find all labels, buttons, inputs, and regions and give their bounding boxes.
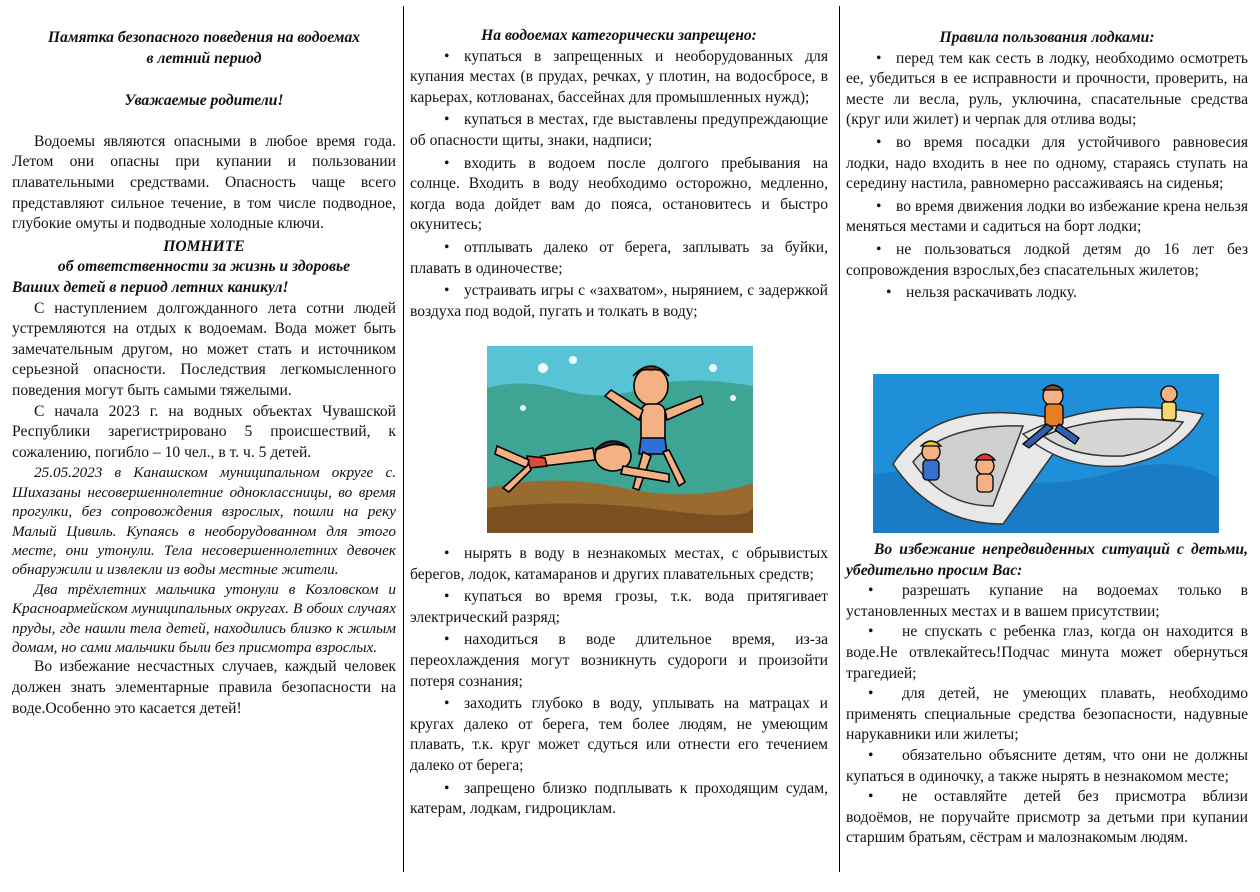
bullet-icon: • [868, 788, 874, 806]
list-item: • обязательно объясните детям, что они не должны купаться в одиночку, а также нырять в незнакомом месте; [846, 746, 1248, 785]
incident-paragraph-2: Два трёхлетних мальчика утонули в Козловском и Красноармейском муниципальных округах. В обоих случаях пруды, где нашли тела детей, находились близко к жилым домам, но сами мальчики были без присмотра взрослых. [12, 580, 396, 656]
bullet-icon: • [444, 154, 450, 172]
list-item: • для детей, не умеющих плавать, необходимо применять специальные средства безопасности, надувные нарукавники или жилеты; [846, 685, 1248, 744]
appeal-heading: Во избежание непредвиденных ситуаций с детьми, убедительно просим Вас: [846, 541, 1248, 579]
bullet-icon: • [444, 779, 450, 797]
bullet-icon: • [886, 284, 892, 302]
list-item: • находиться в воде длительное время, из-за переохлаждения могут возникнуть судороги и произойти потеря сознания; [410, 631, 828, 690]
memo-title-line2: в летний период [146, 49, 262, 67]
remember-line1: об ответственности за жизнь и здоровье [57, 258, 351, 276]
summer-paragraph: С наступлением долгожданного лета сотни людей устремляются на отдых к водоемам. Вода может быть замечательным другом, но может стать и источником серьезной опасности. Последствия легкомысленного поведения могут быть самыми тяжелыми. [12, 299, 396, 399]
bullet-icon: • [444, 545, 450, 562]
list-item: • купаться во время грозы, т.к. вода притягивает электрический разряд; [410, 588, 828, 626]
bullet-icon: • [444, 47, 450, 65]
list-item: • не пользоваться лодкой детям до 16 лет без сопровождения взрослых,без спасательных жилетов; [846, 240, 1248, 279]
bullet-icon: • [444, 238, 450, 256]
bullet-icon: • [444, 282, 450, 300]
bullet-icon: • [868, 582, 874, 600]
bullet-icon: • [876, 197, 882, 215]
closing-paragraph: Во избежание несчастных случаев, каждый человек должен знать элементарные правила безопасности на воде.Особенно это касается детей! [12, 658, 396, 717]
list-item: • не оставляйте детей без присмотра вблизи водоёмов, не поручайте присмотр за детьми при купании старшим братьям, сёстрам и малознакомым людям. [846, 788, 1248, 847]
column-middle-lower [404, 544, 836, 822]
greeting: Уважаемые родители! [124, 92, 284, 110]
bullet-icon: • [868, 685, 874, 703]
incident-paragraph-1: 25.05.2023 в Канашском муниципальном округе с. Шихазаны несовершеннолетние одноклассницы, во время прогулки, без сопровождения взрослых, пошли на реку Малый Цивиль. Купаясь в необорудованном для этого месте, они утонули. Тела несовершеннолетних девочек обнаружили и извлекли из воды местные жители. [12, 464, 396, 579]
intro-paragraph: Водоемы являются опасными в любое время года. Летом они опасны при купании и пользовании плавательными средствами. Опасность чаще всего представляют сильное течение, в том числе подводное, глубокие омуты и подводные холодные ключи. [12, 132, 396, 233]
list-item: • во время движения лодки во избежание крена нельзя меняться местами и садиться на борт лодки; [846, 197, 1249, 236]
list-item: • входить в водоем после долгого пребывания на солнце. Входить в воду необходимо осторожно, медленно, когда вода дойдет вам до пояса, остановитесь и быстро окунитесь; [410, 154, 828, 234]
swimming-boys-illustration [483, 338, 757, 537]
list-item: • не спускать с ребенка глаз, когда он находится в воде.Не отвлекайтесь!Подчас минута может обернуться трагедией; [846, 623, 1248, 682]
list-item: • нырять в воду в незнакомых местах, с обрывистых берегов, лодок, катамаранов и других плавательных средств; [410, 545, 828, 583]
bullet-icon: • [868, 746, 874, 764]
memo-title-line1: Памятка безопасного поведения на водоемах [47, 29, 361, 46]
stats-paragraph: С начала 2023 г. на водных объектах Чувашской Республики зарегистрировано 5 происшествий, к сожалению, погибло – 10 чел., в т. ч. 5 детей. [12, 402, 396, 461]
column-right-lower [836, 540, 1260, 849]
forbidden-list-bottom [410, 544, 828, 820]
appeal-list [846, 581, 1248, 849]
list-item: • нельзя раскачивать лодку. [846, 283, 1248, 304]
bullet-icon: • [876, 49, 882, 67]
bullet-icon: • [444, 631, 450, 649]
bullet-icon: • [876, 240, 882, 258]
list-item: • купаться в запрещенных и необорудованных для купания местах (в прудах, речках, у плотин, на водосбросе, в карьерах, котлованах, бассейнах для промышленных нужд); [410, 47, 828, 106]
list-item: • разрешать купание на водоемах только в установленных местах и в вашем присутствии; [846, 582, 1248, 620]
bullet-icon: • [444, 695, 450, 713]
list-item: • купаться в местах, где выставлены предупреждающие об опасности щиты, знаки, надписи; [410, 111, 828, 149]
boat-children-illustration [873, 374, 1219, 533]
list-item: • отплывать далеко от берега, заплывать за буйки, плавать в одиночестве; [410, 238, 828, 277]
list-item: • перед тем как сесть в лодку, необходимо осмотреть ее, убедиться в ее исправности и прочности, проверить, на месте ли весла, руль, уключина, спасательные средства (круг или жилет) и черпак для отлива воды; [846, 49, 1248, 129]
list-item: • заходить глубоко в воду, уплывать на матрацах и кругах далеко от берега, тем более людям, не умеющим плавать, т.к. круг может сдуться или отнести его течением далеко от берега; [410, 695, 828, 774]
boat-rules-list [846, 49, 1248, 304]
bullet-icon: • [444, 111, 450, 129]
bullet-icon: • [868, 623, 874, 641]
list-item: • устраивать игры с «захватом», нырянием, с задержкой воздуха под водой, пугать и толкать в воду; [410, 282, 828, 320]
remember-heading: ПОМНИТЕ [163, 237, 245, 255]
bullet-icon: • [876, 133, 882, 151]
remember-line2: Ваших детей в период летних каникул! [12, 278, 289, 296]
column-left [0, 0, 404, 892]
forbidden-list-top [410, 47, 828, 323]
list-item: • во время посадки для устойчивого равновесия лодки, надо входить в нее по одному, стараясь ступать на середину настила, равномерно рассаживаясь на сиденья; [846, 133, 1248, 193]
bullet-icon: • [444, 588, 450, 606]
list-item: • запрещено близко подплывать к проходящим судам, катерам, лодкам, гидроциклам. [410, 779, 828, 818]
forbidden-heading: На водоемах категорически запрещено: [481, 27, 757, 44]
boat-rules-heading: Правила пользования лодками: [939, 29, 1155, 46]
